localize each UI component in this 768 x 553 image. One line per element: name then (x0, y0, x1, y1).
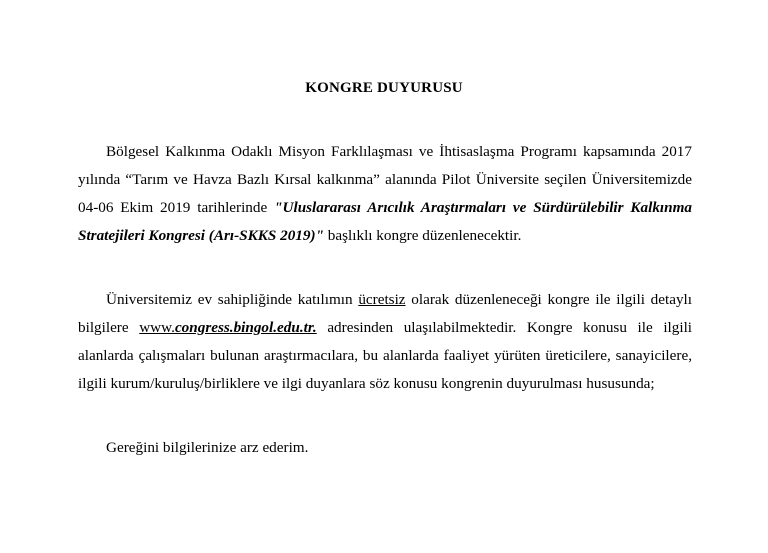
document-title: KONGRE DUYURUSU (305, 80, 463, 96)
congress-name: "Uluslararası Arıcılık Araştırmaları ve Sürdürülebilir Kalkınma Stratejileri Kongresi (Arı-SKKS 2019)" (78, 199, 692, 244)
paragraph2-text-c: adresinden ulaşılabilmektedir. Kongre konusu ile ilgili alanlarda çalışmaları bulunan araştırmacılara, bu alanlarda faaliyet yürüten üreticilere, sanayicilere, ilgili kurum/kuruluş/birliklere ve ilgi duyanlara söz konusu kongrenin duyurulması hususunda; (78, 319, 693, 392)
website-domain: congress.bingol.edu.tr. (174, 319, 317, 336)
website-prefix: www. (139, 319, 175, 336)
paragraph2-text-b: olarak düzenleneceği kongre ile ilgili detaylı bilgilere (78, 291, 692, 336)
paragraph-closing (78, 434, 692, 462)
website-link[interactable] (139, 319, 317, 336)
free-of-charge-text: ücretsiz (358, 291, 406, 308)
paragraph1-text-a: Bölgesel Kalkınma Odaklı Misyon Farklılaşması ve İhtisaslaşma Programı kapsamında 2017 yılında “Tarım ve Havza Bazlı Kırsal kalkınma” alanında Pilot Üniversite seçilen Üniversitemizde 04-06 Ekim 2019 tarihlerinde (78, 143, 692, 216)
paragraph2-text-a: Üniversitemiz ev sahipliğinde katılımın (106, 291, 359, 308)
closing-text: Gereğini bilgilerinize arz ederim. (106, 439, 309, 456)
paragraph-announcement (78, 138, 692, 250)
paragraph1-text-b: başlıklı kongre düzenlenecektir. (324, 227, 522, 244)
paragraph-details (78, 286, 692, 398)
